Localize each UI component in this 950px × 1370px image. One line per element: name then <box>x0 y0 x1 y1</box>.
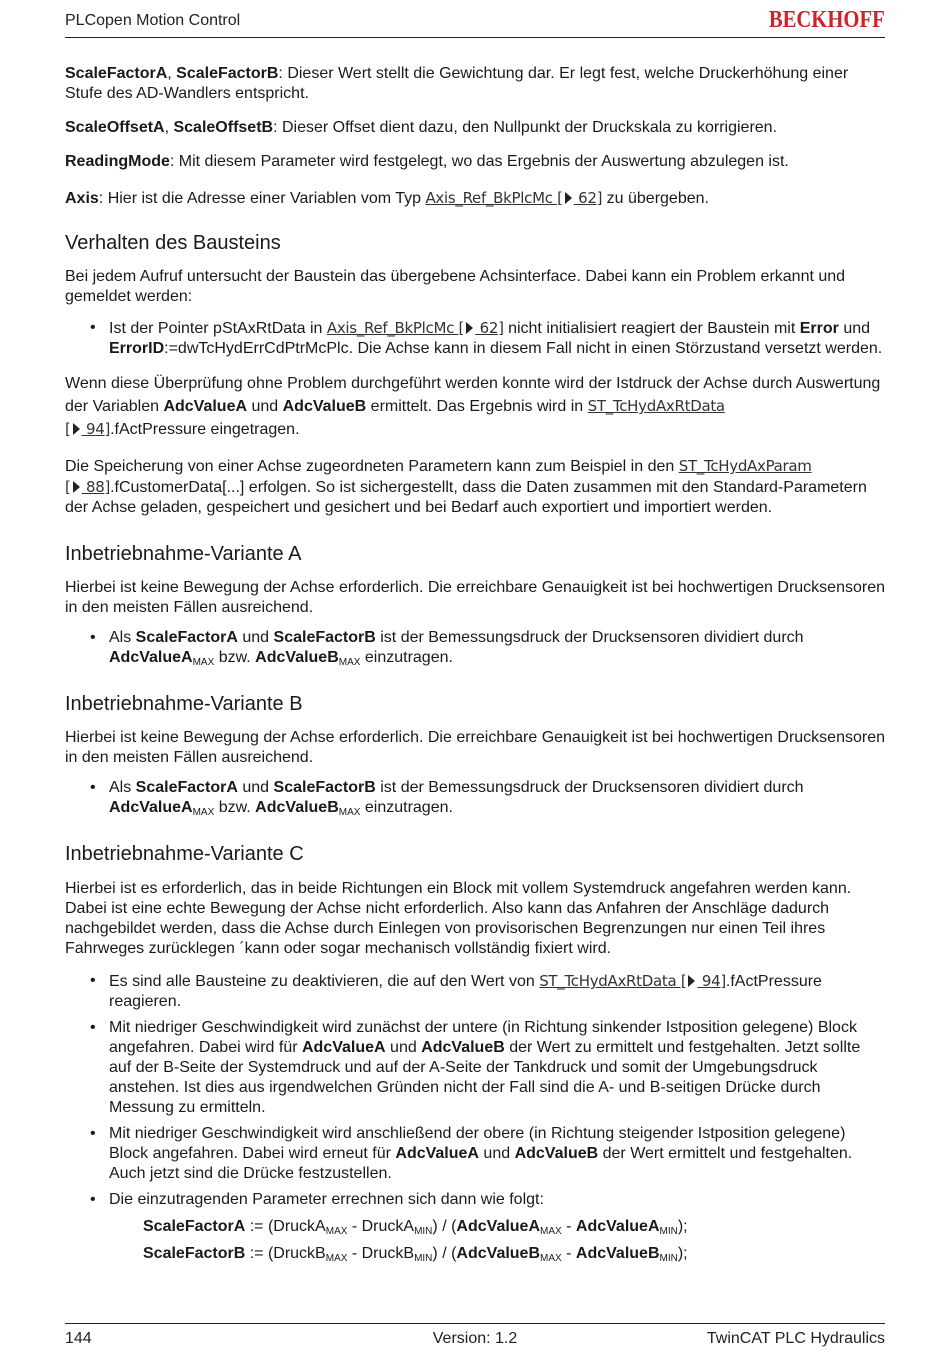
term-adcvaluea: AdcValueA <box>302 1039 386 1056</box>
term-adcvaluea: AdcValueA <box>456 1218 541 1235</box>
verhalten-p3 <box>65 456 885 518</box>
term-adcvaluea: AdcValueA <box>109 649 193 666</box>
text: Mit niedriger Geschwindigkeit wird zunächst der untere (in Richtung sinkender Istposition gelegene) Block angefahren. Dabei wird für <box>109 1019 857 1056</box>
version-label: Version: 1.2 <box>432 1330 518 1347</box>
link-page: 94] <box>697 972 726 990</box>
text: bzw. <box>214 649 256 666</box>
formula-scalefactorb <box>65 1244 885 1264</box>
sep: , <box>167 65 177 82</box>
text: Wenn diese Überprüfung ohne Problem durchgeführt werden konnte wird der Istdruck der Achse durch Auswertung der Variablen <box>65 375 881 415</box>
text: und <box>478 1145 515 1162</box>
text: bzw. <box>214 799 256 816</box>
formula-scalefactora <box>65 1217 885 1237</box>
text: ist der Bemessungsdruck der Drucksensoren dividiert durch <box>375 629 804 646</box>
rtdata-link[interactable] <box>539 972 726 990</box>
term-scaleoffsetb: ScaleOffsetB <box>173 119 274 136</box>
link-page: 62] <box>573 189 603 207</box>
term-scalefactorb: ScaleFactorB <box>273 779 376 796</box>
heading-verhalten: Verhalten des Bausteins <box>65 232 281 254</box>
variant-c-bullet-4: • Die einzutragenden Parameter errechnen sich dann wie folgt: <box>65 1190 885 1210</box>
term-scalefactora: ScaleFactorA <box>143 1218 246 1235</box>
text: .fCustomerData[...] erfolgen. So ist sichergestellt, dass die Daten zusammen mit den Standard-Parametern der Achse geladen, gespeichert und gesichert und bei Bedarf auch exportiert und importiert werden. <box>65 479 867 516</box>
term-adcvalueb: AdcValueB <box>255 799 339 816</box>
text: Mit niedriger Geschwindigkeit wird anschließend der obere (in Richtung steigender Istposition gelegene) Block angefahren. Dabei wird erneut für <box>109 1125 846 1162</box>
axis-ref-link[interactable] <box>425 189 602 207</box>
term-scalefactorb: ScaleFactorB <box>143 1245 246 1262</box>
term-errorid: ErrorID <box>109 340 165 357</box>
link-page: 94] <box>81 420 111 438</box>
text: - DruckA <box>347 1218 415 1235</box>
subscript: MIN <box>659 1226 678 1237</box>
param-desc: : Mit diesem Parameter wird festgelegt, wo das Ergebnis der Auswertung abzulegen ist. <box>169 153 789 170</box>
heading-variant-c: Inbetriebnahme-Variante C <box>65 843 304 865</box>
link-text: ST_TcHydAxRtData [ <box>539 972 687 990</box>
variant-c-intro: Hierbei ist es erforderlich, das in beide Richtungen ein Block mit vollem Systemdruck angefahren werden kann. Dabei ist eine echte Bewegung der Achse nicht erforderlich. Also kann das Anfahren der Anschläge dadurch nachgebildet werden, dass die Achse durch Einlegen von provisorischen Begrenzungen nur einen Teil ihres Fahrweges zurücklegen ´kann oder sogar mechanisch vollständig fixiert wird. <box>65 880 852 957</box>
verhalten-bullet <box>65 318 885 359</box>
link-page: 62] <box>475 319 504 337</box>
term-scalefactora: ScaleFactorA <box>135 629 238 646</box>
page-content <box>65 64 885 1264</box>
text: Die Speicherung von einer Achse zugeordneten Parametern kann zum Beispiel in den <box>65 458 679 475</box>
param-desc: : Hier ist die Adresse einer Variablen vom Typ <box>98 190 426 207</box>
param-axis <box>65 188 885 209</box>
link-text: [ <box>65 478 71 496</box>
subscript: MAX <box>338 807 361 818</box>
page-footer <box>65 1323 885 1370</box>
subscript: MAX <box>540 1253 562 1264</box>
param-readingmode <box>65 152 885 172</box>
link-page: 88] <box>81 478 111 496</box>
variant-c-bullet-3 <box>65 1124 885 1184</box>
term-readingmode: ReadingMode <box>65 153 170 170</box>
text: - <box>561 1245 576 1262</box>
text: und <box>838 320 871 337</box>
term-adcvalueb: AdcValueB <box>421 1039 505 1056</box>
variant-a-bullet <box>65 628 885 668</box>
subscript: MAX <box>192 807 215 818</box>
text: .fActPressure eingetragen. <box>110 421 300 438</box>
term-error: Error <box>799 320 839 337</box>
text: nicht initialisiert reagiert der Baustein mit <box>503 320 800 337</box>
page-header <box>65 0 885 38</box>
subscript: MIN <box>659 1253 678 1264</box>
term-scalefactora: ScaleFactorA <box>135 779 238 796</box>
variant-a-intro: Hierbei ist keine Bewegung der Achse erforderlich. Die erreichbare Genauigkeit ist bei hochwertigen Drucksensoren in den meisten Fällen ausreichend. <box>65 579 885 616</box>
text: - DruckB <box>347 1245 415 1262</box>
term-adcvalueb: AdcValueB <box>575 1245 660 1262</box>
text: und <box>237 779 274 796</box>
text: :=dwTcHydErrCdPtrMcPlc. Die Achse kann in diesem Fall nicht in einen Störzustand versetzt werden. <box>164 340 883 357</box>
verhalten-intro: Bei jedem Aufruf untersucht der Baustein das übergebene Achsinterface. Dabei kann ein Problem erkannt und gemeldet werden: <box>65 268 846 305</box>
param-scalefactor <box>65 64 885 104</box>
text: und <box>247 398 283 415</box>
param-scaleoffset <box>65 118 885 138</box>
page-ref-triangle-icon <box>565 192 572 204</box>
link-text: ST_TcHydAxRtData <box>587 397 725 415</box>
beckhoff-logo: BECKHOFF <box>769 7 885 33</box>
sep: , <box>164 119 174 136</box>
page-number: 144 <box>65 1330 92 1347</box>
term-scaleoffseta: ScaleOffsetA <box>65 119 165 136</box>
subscript: MAX <box>192 657 215 668</box>
text: Ist der Pointer pStAxRtData in <box>109 320 327 337</box>
text: und <box>385 1039 422 1056</box>
text: ist der Bemessungsdruck der Drucksensoren dividiert durch <box>375 779 804 796</box>
text: Es sind alle Bausteine zu deaktivieren, die auf den Wert von <box>109 973 540 990</box>
verhalten-p2 <box>65 373 885 441</box>
param-desc: zu übergeben. <box>602 190 709 207</box>
link-text: ST_TcHydAxParam <box>678 457 812 475</box>
page-ref-triangle-icon <box>73 423 80 435</box>
text: := (DruckB <box>245 1245 326 1262</box>
variant-b-bullet <box>65 778 885 818</box>
term-adcvalueb: AdcValueB <box>282 398 367 415</box>
term-scalefactorb: ScaleFactorB <box>273 629 376 646</box>
text: der Wert ermittelt und festgehalten. Auch jetzt sind die Drücke festzustellen. <box>109 1145 853 1182</box>
page-ref-triangle-icon <box>688 975 695 987</box>
page-ref-triangle-icon <box>466 322 473 334</box>
term-adcvalueb: AdcValueB <box>255 649 339 666</box>
text: der Wert zu ermittelt und festgehalten. Jetzt sollte auf der B-Seite der Systemdruck und auf der A-Seite der Tankdruck und somit der Umgebungsdruck anstehen. Ist dies aus irgendwelchen Gründen nicht der Fall sind die A- und B-seitigen Drücke durch Messung zu ermitteln. <box>109 1039 861 1116</box>
subscript: MAX <box>325 1226 348 1237</box>
term-axis: Axis <box>65 190 99 207</box>
text: Als <box>109 779 136 796</box>
term-scalefactora: ScaleFactorA <box>65 65 168 82</box>
page-ref-triangle-icon <box>73 481 80 493</box>
term-adcvaluea: AdcValueA <box>575 1218 660 1235</box>
text: ermittelt. Das Ergebnis wird in <box>366 398 588 415</box>
link-text: [ <box>65 420 71 438</box>
param-desc: : Dieser Wert stellt die Gewichtung dar. Er legt fest, welche Druckerhöhung einer Stufe des AD-Wandlers entspricht. <box>65 65 849 102</box>
variant-b-intro: Hierbei ist keine Bewegung der Achse erforderlich. Die erreichbare Genauigkeit ist bei hochwertigen Drucksensoren in den meisten Fällen ausreichend. <box>65 729 885 766</box>
text: einzutragen. <box>360 649 453 666</box>
text: einzutragen. <box>360 799 453 816</box>
text: ) / ( <box>432 1218 457 1235</box>
text: ); <box>677 1245 688 1262</box>
term-adcvaluea: AdcValueA <box>109 799 193 816</box>
subscript: MAX <box>325 1253 348 1264</box>
link-text: Axis_Ref_BkPlcMc [ <box>326 319 465 337</box>
heading-variant-b: Inbetriebnahme-Variante B <box>65 693 303 715</box>
text: und <box>237 629 274 646</box>
product-name: TwinCAT PLC Hydraulics <box>706 1330 885 1347</box>
subscript: MAX <box>338 657 361 668</box>
text: ) / ( <box>432 1245 457 1262</box>
term-scalefactorb: ScaleFactorB <box>176 65 279 82</box>
link-text: Axis_Ref_BkPlcMc [ <box>425 189 563 207</box>
text: - <box>561 1218 576 1235</box>
param-desc: : Dieser Offset dient dazu, den Nullpunkt der Druckskala zu korrigieren. <box>273 119 778 136</box>
term-adcvaluea: AdcValueA <box>395 1145 479 1162</box>
variant-c-bullet-1 <box>65 971 885 1012</box>
text: ); <box>677 1218 688 1235</box>
heading-variant-a: Inbetriebnahme-Variante A <box>65 543 302 565</box>
term-adcvaluea: AdcValueA <box>163 398 248 415</box>
subscript: MIN <box>414 1226 433 1237</box>
header-title: PLCopen Motion Control <box>65 12 241 29</box>
variant-c-bullet-2 <box>65 1018 885 1118</box>
axis-ref-link[interactable] <box>327 319 504 337</box>
term-adcvalueb: AdcValueB <box>456 1245 541 1262</box>
text: Als <box>109 629 136 646</box>
subscript: MIN <box>414 1253 433 1264</box>
text: .fActPressure reagieren. <box>109 973 822 1010</box>
text: := (DruckA <box>245 1218 326 1235</box>
term-adcvalueb: AdcValueB <box>514 1145 599 1162</box>
subscript: MAX <box>540 1226 562 1237</box>
